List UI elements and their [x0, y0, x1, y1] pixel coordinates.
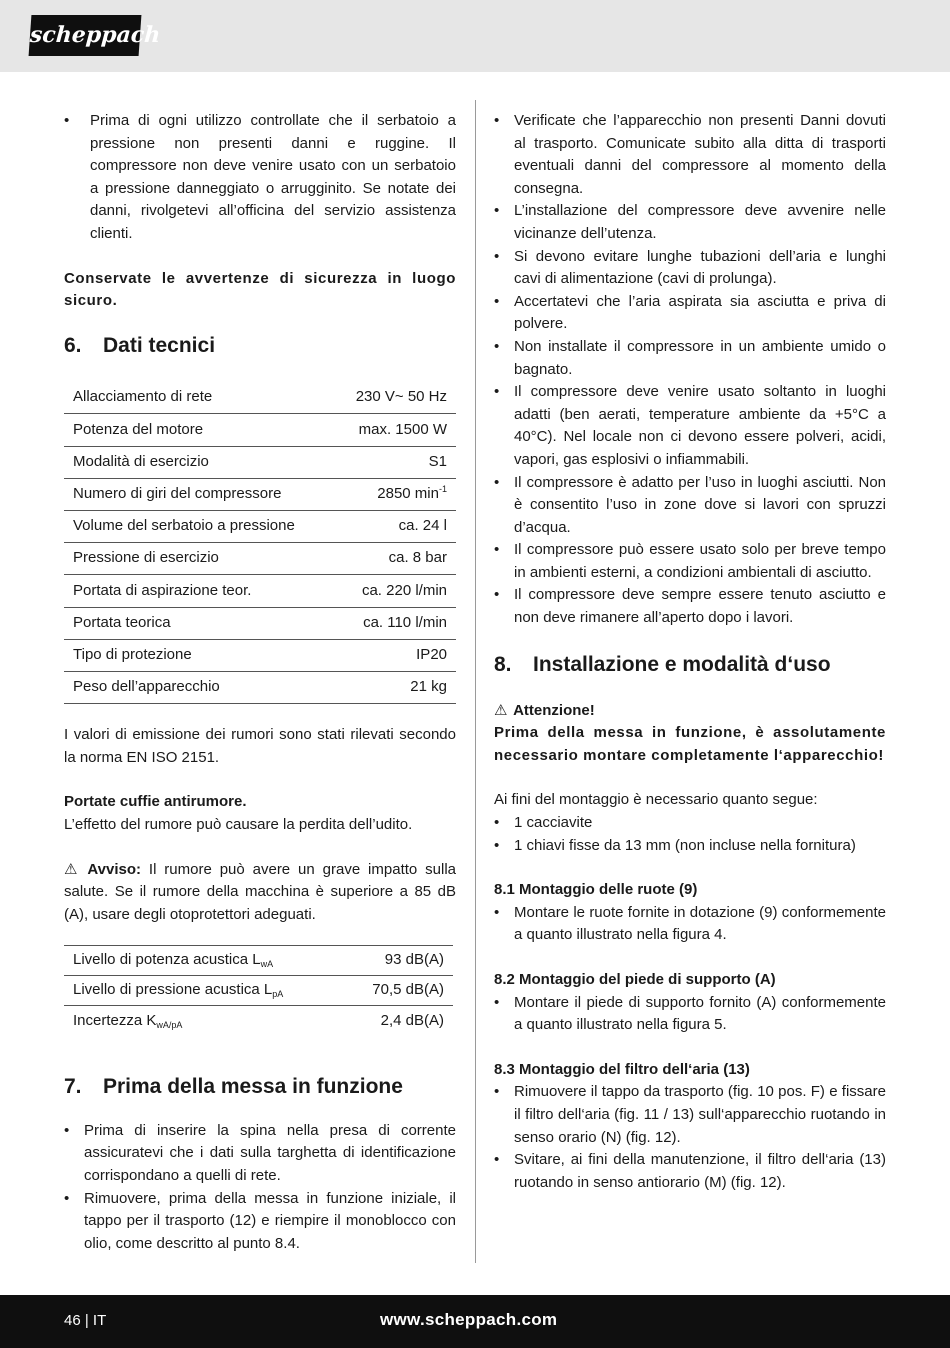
- spec-label: Pressione di esercizio: [64, 543, 333, 575]
- section-8-heading: [494, 652, 886, 678]
- list-item: • Rimuovere, prima della messa in funzione iniziale, il tappo per il trasporto (12) e riempire il monoblocco con olio, come descritto al punto 8.4.: [64, 1188, 456, 1256]
- spec-row: [64, 607, 456, 639]
- spec-row: [64, 478, 456, 510]
- noise-label: Livello di potenza acustica $L_{wA}$: [64, 946, 343, 976]
- spec-label: Volume del serbatoio a pressione: [64, 511, 333, 543]
- column-divider: [475, 100, 476, 1263]
- list-item: • Si devono evitare lunghe tubazioni dell’aria e lunghi cavi di alimentazione (cavi di prolunga).: [494, 246, 886, 291]
- keep-warning: Conservate le avvertenze di sicurezza in luogo sicuro.: [64, 269, 456, 310]
- spec-value: 21 kg: [333, 671, 456, 703]
- list-item: • Accertatevi che l’aria aspirata sia asciutta e priva di polvere.: [494, 291, 886, 336]
- subsection-8-2-title: 8.2 Montaggio del piede di supporto (A): [494, 971, 776, 988]
- spec-row: [64, 414, 456, 446]
- specs-table: [64, 382, 456, 704]
- spec-label: Portata teorica: [64, 607, 333, 639]
- subsection-8-1-title: 8.1 Montaggio delle ruote (9): [494, 881, 698, 899]
- header-bar: [0, 0, 950, 72]
- page-number: 46 | IT: [64, 1312, 107, 1329]
- section-title: Dati tecnici: [103, 333, 216, 357]
- section-6-heading: [64, 333, 456, 359]
- noise-value: 70,5 dB(A): [343, 976, 453, 1006]
- noise-table: [64, 945, 453, 1036]
- spec-label: Peso dell’apparecchio: [64, 671, 333, 703]
- spec-value: ca. 24 l: [333, 511, 456, 543]
- noise-label: Incertezza $K_{wA/pA}$: [73, 1011, 183, 1030]
- section-number: 7.: [64, 1074, 82, 1098]
- attention-heading: [494, 700, 886, 723]
- list-item: • Il compressore è adatto per l’uso in luoghi asciutti. Non è consentito l’uso in zone dove si lavori con spruzzi d’acqua.: [494, 472, 886, 540]
- list-item: • Il compressore deve sempre essere tenuto asciutto e non deve rimanere all’aperto dopo i lavori.: [494, 584, 886, 629]
- spec-row: [64, 543, 456, 575]
- ear-protection-title: Portate cuffie antirumore.: [64, 793, 247, 811]
- spec-row: [64, 575, 456, 607]
- right-column: [494, 110, 886, 1194]
- installation-list: [494, 110, 886, 630]
- notice-label: Avviso:: [87, 860, 141, 878]
- attention-text: Prima della messa in funzione, è assolutamente necessario montare completamente l‘apparecchio!: [494, 724, 886, 764]
- intro-list: [64, 110, 456, 246]
- section-7-heading: [64, 1074, 456, 1100]
- noise-row: [64, 946, 453, 976]
- noise-row: [64, 1006, 453, 1036]
- noise-value: 2,4 dB(A): [380, 1011, 444, 1029]
- list-item: • 1 cacciavite: [494, 812, 886, 835]
- ear-protection-text: L’effetto del rumore può causare la perdita dell’udito.: [64, 815, 413, 833]
- subsection-8-1-list: [494, 902, 886, 947]
- spec-row: [64, 639, 456, 671]
- attention-label: Attenzione!: [513, 701, 595, 719]
- section-number: 8.: [494, 652, 512, 676]
- list-item: • Montare le ruote fornite in dotazione (9) conformemente a quanto illustrato nella figura 4.: [494, 902, 886, 947]
- subsection-8-3-list: [494, 1081, 886, 1194]
- section-title: Prima della messa in funzione: [103, 1074, 403, 1098]
- spec-value: ca. 8 bar: [333, 543, 456, 575]
- footer-bar: [0, 1295, 950, 1348]
- list-item: • Prima di ogni utilizzo controllate che il serbatoio a pressione non presenti danni e ruggine. Il compressore non deve venire usato con un serbatoio a pressione danneggiato o arrugginito. Se notate dei danni, rivolgetevi all’officina del servizio assistenza clienti.: [64, 110, 456, 246]
- noise-label: Livello di pressione acustica $L_{pA}$: [64, 976, 343, 1006]
- spec-row: [64, 671, 456, 703]
- section-title: Installazione e modalità d‘uso: [533, 652, 831, 676]
- assembly-list: [494, 812, 886, 857]
- assembly-intro: Ai fini del montaggio è necessario quanto segue:: [494, 791, 818, 809]
- section-number: 6.: [64, 333, 82, 357]
- subsection-8-2-list: [494, 992, 886, 1037]
- warning-icon: ⚠: [494, 701, 508, 719]
- notice-text: Il rumore può avere un grave impatto sulla salute. Se il rumore della macchina è superiore a 85 dB (A), usare degli otoprotettori adeguati.: [64, 860, 456, 923]
- spec-value: ca. 220 l/min: [333, 575, 456, 607]
- warning-icon: ⚠: [64, 860, 78, 878]
- spec-label: Numero di giri del compressore: [64, 478, 333, 510]
- spec-row: [64, 511, 456, 543]
- spec-label: Allacciamento di rete: [64, 382, 333, 414]
- noise-notice: [64, 859, 456, 927]
- section-7-list: [64, 1120, 456, 1256]
- website-link[interactable]: www.scheppach.com: [380, 1310, 558, 1329]
- list-item: • Non installate il compressore in un ambiente umido o bagnato.: [494, 336, 886, 381]
- brand-logo: scheppach: [29, 15, 142, 56]
- spec-label: Tipo di protezione: [64, 639, 333, 671]
- spec-value: 230 V~ 50 Hz: [333, 382, 456, 414]
- list-item: • Il compressore può essere usato solo per breve tempo in ambienti esterni, a condizioni ambientali di asciutto.: [494, 539, 886, 584]
- list-item: • Verificate che l’apparecchio non presenti Danni dovuti al trasporto. Comunicate subito alla ditta di trasporti eventuali danni del compressore al momento della consegna.: [494, 110, 886, 200]
- list-item: • Rimuovere il tappo da trasporto (fig. 10 pos. F) e fissare il filtro dell‘aria (fig. 11 / 13) sull‘apparecchio ruotando in senso orario (N) (fig. 12).: [494, 1081, 886, 1149]
- noise-value: 93 dB(A): [343, 946, 453, 976]
- spec-row: [64, 446, 456, 478]
- spec-row: [64, 382, 456, 414]
- list-item: • Montare il piede di supporto fornito (A) conformemente a quanto illustrato nella figura 5.: [494, 992, 886, 1037]
- list-item: • Svitare, ai fini della manutenzione, il filtro dell‘aria (13) ruotando in senso antiorario (M) (fig. 12).: [494, 1149, 886, 1194]
- spec-value: S1: [333, 446, 456, 478]
- spec-label: Modalità di esercizio: [64, 446, 333, 478]
- spec-value: max. 1500 W: [333, 414, 456, 446]
- subsection-8-3-title: 8.3 Montaggio del filtro dell‘aria (13): [494, 1060, 750, 1078]
- list-item: • L’installazione del compressore deve avvenire nelle vicinanze dell’utenza.: [494, 200, 886, 245]
- spec-value: ca. 110 l/min: [333, 607, 456, 639]
- spec-value: IP20: [333, 639, 456, 671]
- spec-value: 2850 $\min^{-1}$: [333, 478, 456, 510]
- list-item: • 1 chiavi fisse da 13 mm (non incluse nella fornitura): [494, 835, 886, 858]
- spec-label: Potenza del motore: [64, 414, 333, 446]
- noise-intro: I valori di emissione dei rumori sono stati rilevati secondo la norma EN ISO 2151.: [64, 726, 456, 766]
- noise-row: [64, 976, 453, 1006]
- list-item: • Prima di inserire la spina nella presa di corrente assicuratevi che i dati sulla targhetta di identificazione corrispondano a quelli di rete.: [64, 1120, 456, 1188]
- spec-label: Portata di aspirazione teor.: [64, 575, 333, 607]
- left-column: [64, 110, 456, 1255]
- list-item: • Il compressore deve venire usato soltanto in luoghi adatti (ben aerati, temperature ambiente da +5°C a 40°C). Nel locale non ci devono essere polveri, acidi, vapori, gas esplosivi o infiammabili.: [494, 381, 886, 471]
